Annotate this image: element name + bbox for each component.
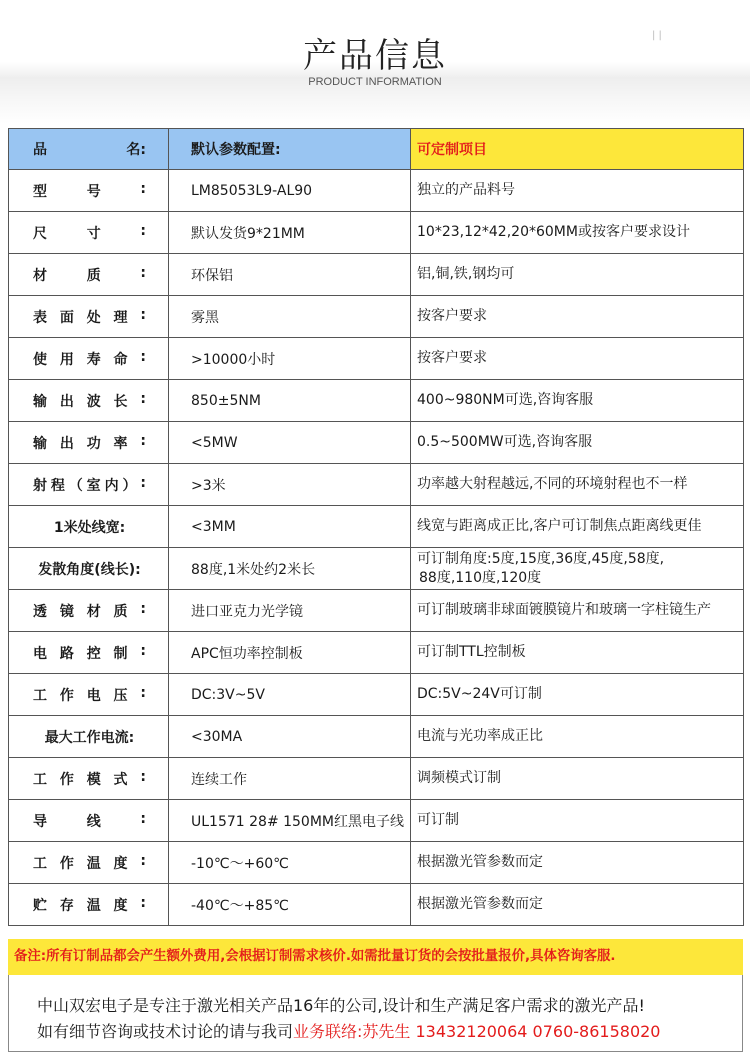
label-char: 质 <box>86 267 101 284</box>
table-row <box>9 842 744 884</box>
table-row <box>9 254 744 296</box>
row-custom-value: 按客户要求 <box>411 296 744 338</box>
label-char: 长 <box>113 393 128 410</box>
label-char: 工 <box>33 771 47 788</box>
row-label-text <box>33 265 146 285</box>
row-label <box>9 254 169 296</box>
table-row <box>9 170 744 212</box>
label-char: 作 <box>59 687 74 704</box>
row-custom-value: 可订制TTL控制板 <box>411 632 744 674</box>
row-default-value: 850±5NM <box>169 380 411 422</box>
label-char: 率 <box>113 435 128 452</box>
row-default-value: LM85053L9-AL90 <box>169 170 411 212</box>
row-custom-value: 功率越大射程越远,不同的环境射程也不一样 <box>411 464 744 506</box>
row-label-text <box>33 223 146 243</box>
label-char: : <box>140 180 146 197</box>
label-char: 质 <box>113 603 128 620</box>
label-char: : <box>140 600 146 617</box>
contact-prefix: 如有细节咨询或技术讨论的请与我司 <box>37 1022 294 1041</box>
row-label <box>9 716 169 758</box>
label-char: 处 <box>86 309 101 326</box>
label-char: 作 <box>59 771 74 788</box>
row-custom-value <box>411 548 744 590</box>
label-char: 尺 <box>33 225 47 242</box>
row-default-value: >3米 <box>169 464 411 506</box>
label-char: 工 <box>33 855 47 872</box>
row-label-text <box>33 307 146 327</box>
table-row <box>9 212 744 254</box>
row-label-text <box>33 811 146 831</box>
label-char: 室 <box>86 477 101 494</box>
row-label <box>9 170 169 212</box>
label-char: 使 <box>33 351 47 368</box>
label-char: 射 <box>33 477 47 494</box>
row-label-text <box>33 181 146 201</box>
label-char: 模 <box>86 771 101 788</box>
row-default-value: >10000小时 <box>169 338 411 380</box>
row-default-value: <3MM <box>169 506 411 548</box>
row-label <box>9 758 169 800</box>
header-band <box>0 0 750 128</box>
row-label-text <box>33 853 146 873</box>
label-char: 存 <box>59 897 74 914</box>
label-char: 功 <box>86 435 101 452</box>
company-intro: 中山双宏电子是专注于激光相关产品16年的公司,设计和生产满足客户需求的激光产品! <box>37 996 645 1015</box>
row-label <box>9 338 169 380</box>
label-char: : <box>140 306 146 323</box>
table-row <box>9 506 744 548</box>
row-label <box>9 632 169 674</box>
row-label-text: 发散角度(线长): <box>38 561 141 578</box>
row-default-value: -10℃～+60℃ <box>169 842 411 884</box>
label-char: 表 <box>33 309 47 326</box>
table-row <box>9 338 744 380</box>
row-default-value: 进口亚克力光学镜 <box>169 590 411 632</box>
label-char: : <box>140 852 146 869</box>
row-label <box>9 212 169 254</box>
row-custom-value: 调频模式订制 <box>411 758 744 800</box>
row-custom-value: 根据激光管参数而定 <box>411 884 744 926</box>
label-char: 输 <box>33 435 47 452</box>
row-label-text <box>33 643 146 663</box>
label-char: 号 <box>86 183 101 200</box>
row-label-text <box>33 349 146 369</box>
row-label-text: 最大工作电流: <box>44 729 135 746</box>
label-char: : <box>140 222 146 239</box>
label-char: 工 <box>33 687 47 704</box>
table-row <box>9 674 744 716</box>
row-label-text <box>33 391 146 411</box>
label-char: 寸 <box>86 225 101 242</box>
label-char: 输 <box>33 393 47 410</box>
spec-table <box>8 128 744 926</box>
table-header-row <box>9 129 744 170</box>
row-label <box>9 296 169 338</box>
label-char: : <box>140 810 146 827</box>
contact-info: 业务联络:苏先生 13432120064 0760-86158020 <box>293 1022 661 1041</box>
label-char: 面 <box>59 309 74 326</box>
row-custom-value: 铝,铜,铁,钢均可 <box>411 254 744 296</box>
row-default-value: <5MW <box>169 422 411 464</box>
table-row <box>9 758 744 800</box>
row-custom-value: DC:5V~24V可订制 <box>411 674 744 716</box>
row-label <box>9 800 169 842</box>
label-char: : <box>140 894 146 911</box>
label-char: 命 <box>113 351 128 368</box>
row-default-value: <30MA <box>169 716 411 758</box>
header-label-cell <box>9 129 169 170</box>
row-label-text <box>33 601 146 621</box>
label-char: : <box>140 390 146 407</box>
label-char: 材 <box>86 603 101 620</box>
row-label <box>9 422 169 464</box>
header-label-right: 名: <box>126 142 146 158</box>
label-char: 贮 <box>33 897 47 914</box>
label-char: : <box>140 474 146 491</box>
row-default-value: DC:3V~5V <box>169 674 411 716</box>
row-label <box>9 464 169 506</box>
label-char: 波 <box>86 393 101 410</box>
label-char: 温 <box>86 855 101 872</box>
row-label <box>9 674 169 716</box>
label-char: 型 <box>33 183 47 200</box>
row-label-text: 1米处线宽: <box>53 519 126 536</box>
label-char: : <box>140 642 146 659</box>
label-char: 镜 <box>59 603 74 620</box>
label-char: 出 <box>59 435 74 452</box>
page-subtitle: PRODUCT INFORMATION <box>308 76 442 88</box>
row-label <box>9 590 169 632</box>
label-char: 内 <box>104 477 119 494</box>
corner-mark: | | <box>652 30 662 41</box>
label-char: 材 <box>33 267 47 284</box>
table-row <box>9 884 744 926</box>
label-char: 用 <box>59 351 74 368</box>
row-label-text <box>33 769 146 789</box>
table-row <box>9 296 744 338</box>
row-default-value: 默认发货9*21MM <box>169 212 411 254</box>
row-custom-value: 电流与光功率成正比 <box>411 716 744 758</box>
table-row <box>9 464 744 506</box>
row-custom-value: 10*23,12*42,20*60MM或按客户要求设计 <box>411 212 744 254</box>
row-label <box>9 884 169 926</box>
row-label-text <box>33 895 146 915</box>
label-char: 出 <box>59 393 74 410</box>
row-custom-line: 可订制角度:5度,15度,36度,45度,58度, <box>417 550 665 567</box>
label-char: : <box>140 768 146 785</box>
label-char: : <box>140 432 146 449</box>
row-label <box>9 506 169 548</box>
table-row <box>9 716 744 758</box>
label-char: 制 <box>113 645 128 662</box>
label-char: 度 <box>113 897 128 914</box>
page-title: 产品信息 <box>303 36 447 76</box>
row-default-value: -40℃～+85℃ <box>169 884 411 926</box>
label-char: 压 <box>113 687 128 704</box>
label-char: 程 <box>50 477 65 494</box>
header-default-cell: 默认参数配置: <box>169 129 411 170</box>
row-default-value: 88度,1米处约2米长 <box>169 548 411 590</box>
row-label-text <box>33 685 146 705</box>
label-char: : <box>140 264 146 281</box>
row-default-value: 连续工作 <box>169 758 411 800</box>
row-custom-value: 可订制 <box>411 800 744 842</box>
label-char: 导 <box>33 813 47 830</box>
row-default-value: 雾黑 <box>169 296 411 338</box>
row-default-value: 环保铝 <box>169 254 411 296</box>
table-row <box>9 548 744 590</box>
row-custom-value: 可订制玻璃非球面镀膜镜片和玻璃一字柱镜生产 <box>411 590 744 632</box>
label-char: 控 <box>86 645 101 662</box>
row-custom-value: 根据激光管参数而定 <box>411 842 744 884</box>
row-custom-value: 线宽与距离成正比,客户可订制焦点距离线更佳 <box>411 506 744 548</box>
row-custom-value: 0.5~500MW可选,咨询客服 <box>411 422 744 464</box>
label-char: 理 <box>113 309 128 326</box>
label-char: : <box>140 684 146 701</box>
row-label <box>9 548 169 590</box>
row-label <box>9 842 169 884</box>
label-char: 温 <box>86 897 101 914</box>
row-custom-line: 88度,110度,120度 <box>419 569 542 586</box>
table-row <box>9 800 744 842</box>
header-label-left: 品 <box>33 142 47 158</box>
contact-line <box>37 1019 661 1042</box>
table-row <box>9 422 744 464</box>
table-row <box>9 380 744 422</box>
table-row <box>9 590 744 632</box>
label-char: 电 <box>86 687 101 704</box>
header-custom-cell: 可定制项目 <box>411 129 744 170</box>
row-label-text <box>33 433 146 453</box>
label-char: （ <box>68 477 83 494</box>
label-char: 度 <box>113 855 128 872</box>
label-char: 路 <box>59 645 74 662</box>
row-custom-value: 按客户要求 <box>411 338 744 380</box>
label-char: 线 <box>86 813 101 830</box>
row-custom-value: 400~980NM可选,咨询客服 <box>411 380 744 422</box>
label-char: : <box>140 348 146 365</box>
label-char: 式 <box>113 771 128 788</box>
footer-box <box>8 975 743 1052</box>
row-default-value: UL1571 28# 150MM红黑电子线 <box>169 800 411 842</box>
label-char: 作 <box>59 855 74 872</box>
table-row <box>9 632 744 674</box>
row-default-value: APC恒功率控制板 <box>169 632 411 674</box>
row-label <box>9 380 169 422</box>
label-char: 透 <box>33 603 47 620</box>
row-custom-value: 独立的产品料号 <box>411 170 744 212</box>
label-char: 电 <box>33 645 47 662</box>
notice-banner: 备注:所有订制品都会产生额外费用,会根据订制需求核价.如需批量订货的会按批量报价,具体咨询客服. <box>8 939 743 975</box>
label-char: ） <box>122 477 137 494</box>
row-label-text <box>33 475 146 495</box>
label-char: 寿 <box>86 351 101 368</box>
